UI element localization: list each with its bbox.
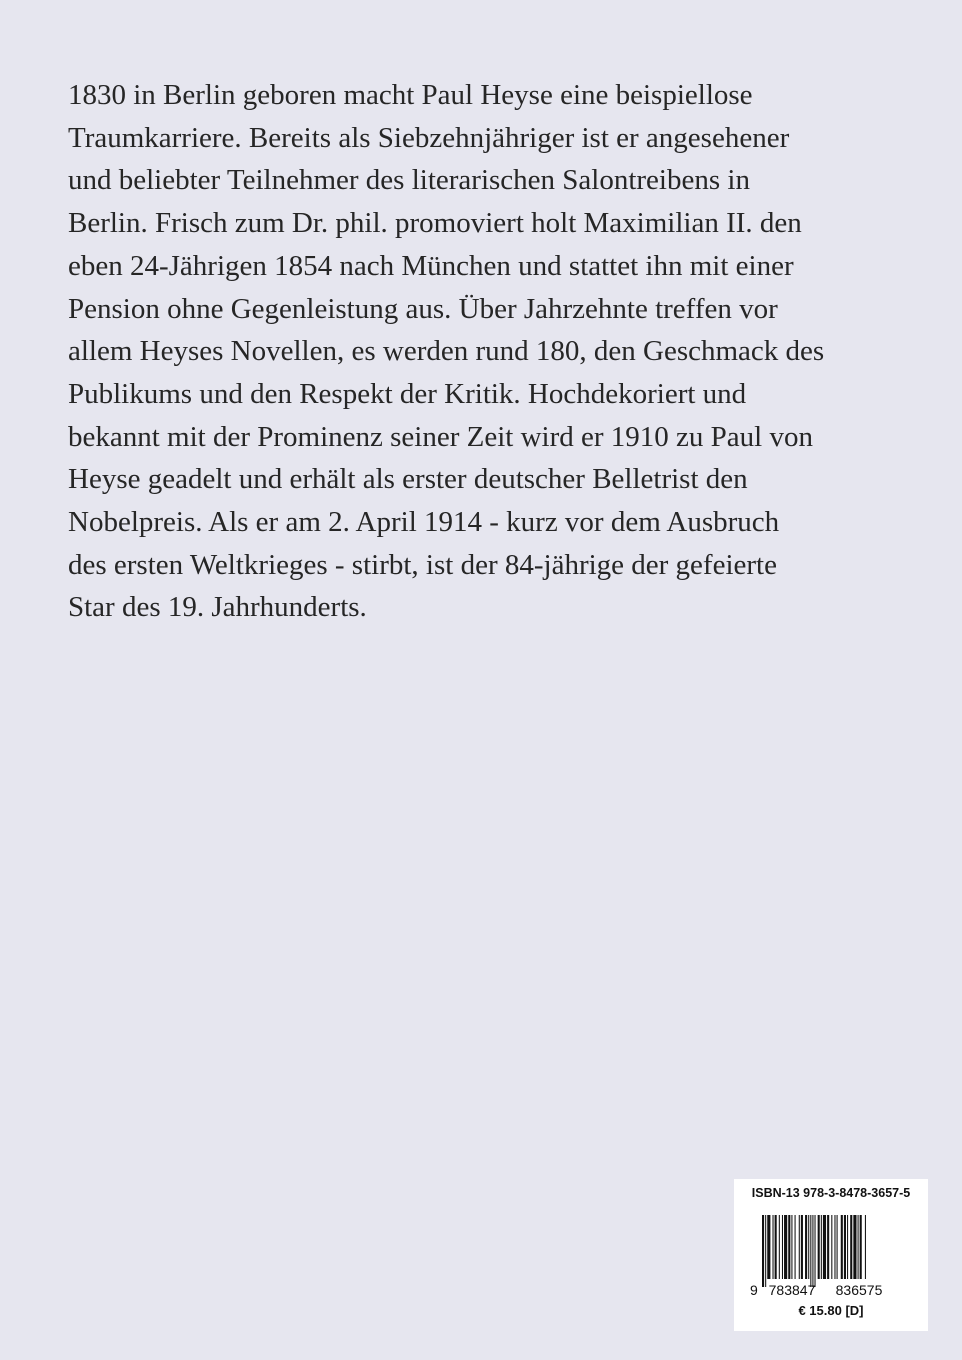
barcode-digit-first: 9 xyxy=(750,1282,758,1298)
barcode-bar xyxy=(791,1215,792,1279)
blurb-line: Nobelpreis. Als er am 2. April 1914 - kurz vor dem Ausbruch xyxy=(68,506,780,539)
barcode-bar xyxy=(858,1215,859,1279)
barcode-digits-right: 836575 xyxy=(835,1282,883,1298)
barcode-bar xyxy=(782,1215,783,1279)
barcode-bar xyxy=(827,1215,829,1279)
barcode-bar xyxy=(801,1215,803,1279)
barcode-bar xyxy=(812,1215,813,1287)
barcode-icon xyxy=(748,1215,914,1299)
barcode-bar xyxy=(810,1215,811,1287)
barcode-bar xyxy=(823,1215,826,1279)
blurb-line: Publikums und den Respekt der Kritik. Hochdekoriert und xyxy=(68,377,747,410)
barcode-digits-left: 783847 xyxy=(768,1282,816,1298)
barcode-bar xyxy=(784,1215,787,1279)
barcode-bar xyxy=(762,1215,764,1287)
barcode-bar xyxy=(773,1215,774,1279)
blurb-line: 1830 in Berlin geboren macht Paul Heyse eine beispiellose xyxy=(68,79,753,111)
barcode-bar xyxy=(844,1215,846,1279)
back-cover-blurb xyxy=(68,74,898,629)
barcode-bar xyxy=(775,1215,777,1279)
barcode-bar xyxy=(837,1215,838,1279)
barcode-bar xyxy=(865,1215,866,1279)
blurb-line: bekannt mit der Prominenz seiner Zeit wird er 1910 zu Paul von xyxy=(68,420,813,453)
barcode-bar xyxy=(821,1215,822,1279)
barcode-bar xyxy=(799,1215,800,1279)
barcode-bar xyxy=(841,1215,843,1279)
blurb-line: Star des 19. Jahrhunderts. xyxy=(68,591,367,624)
price-label: € 15.80 [D] xyxy=(798,1303,864,1318)
barcode-bar xyxy=(808,1215,809,1279)
blurb-line: Traumkarriere. Bereits als Siebzehnjähriger ist er angesehener xyxy=(68,121,790,154)
blurb-line: eben 24-Jährigen 1854 nach München und stattet ihn mit einer xyxy=(68,249,794,282)
blurb-line: Berlin. Frisch zum Dr. phil. promoviert holt Maximilian II. den xyxy=(68,207,802,240)
blurb-line: und beliebter Teilnehmer des literarischen Salontreibens in xyxy=(68,164,750,197)
barcode-bar xyxy=(779,1215,780,1279)
barcode-bar xyxy=(795,1215,796,1279)
barcode-bars xyxy=(762,1215,866,1287)
barcode-bar xyxy=(853,1215,856,1279)
barcode-bar xyxy=(818,1215,820,1279)
barcode-bar xyxy=(847,1215,848,1279)
isbn-label: ISBN-13 978-3-8478-3657-5 xyxy=(751,1186,911,1200)
barcode-bar xyxy=(805,1215,807,1279)
barcode-bar xyxy=(860,1215,862,1279)
barcode-bar xyxy=(850,1215,852,1279)
barcode-bar xyxy=(815,1215,816,1287)
barcode-bar xyxy=(831,1215,832,1279)
barcode-bar xyxy=(788,1215,790,1279)
blurb-line: des ersten Weltkrieges - stirbt, ist der 84-jährige der gefeierte xyxy=(68,548,777,581)
blurb-line: allem Heyses Novellen, es werden rund 180, den Geschmack des xyxy=(68,335,825,368)
barcode-bar xyxy=(767,1215,770,1279)
blurb-line: Pension ohne Gegenleistung aus. Über Jahrzehnte treffen vor xyxy=(68,292,778,325)
barcode-bar xyxy=(765,1215,766,1287)
blurb-line: Heyse geadelt und erhält als erster deutscher Belletrist den xyxy=(68,463,748,496)
barcode-bar xyxy=(834,1215,835,1279)
isbn-barcode-box xyxy=(734,1179,928,1331)
